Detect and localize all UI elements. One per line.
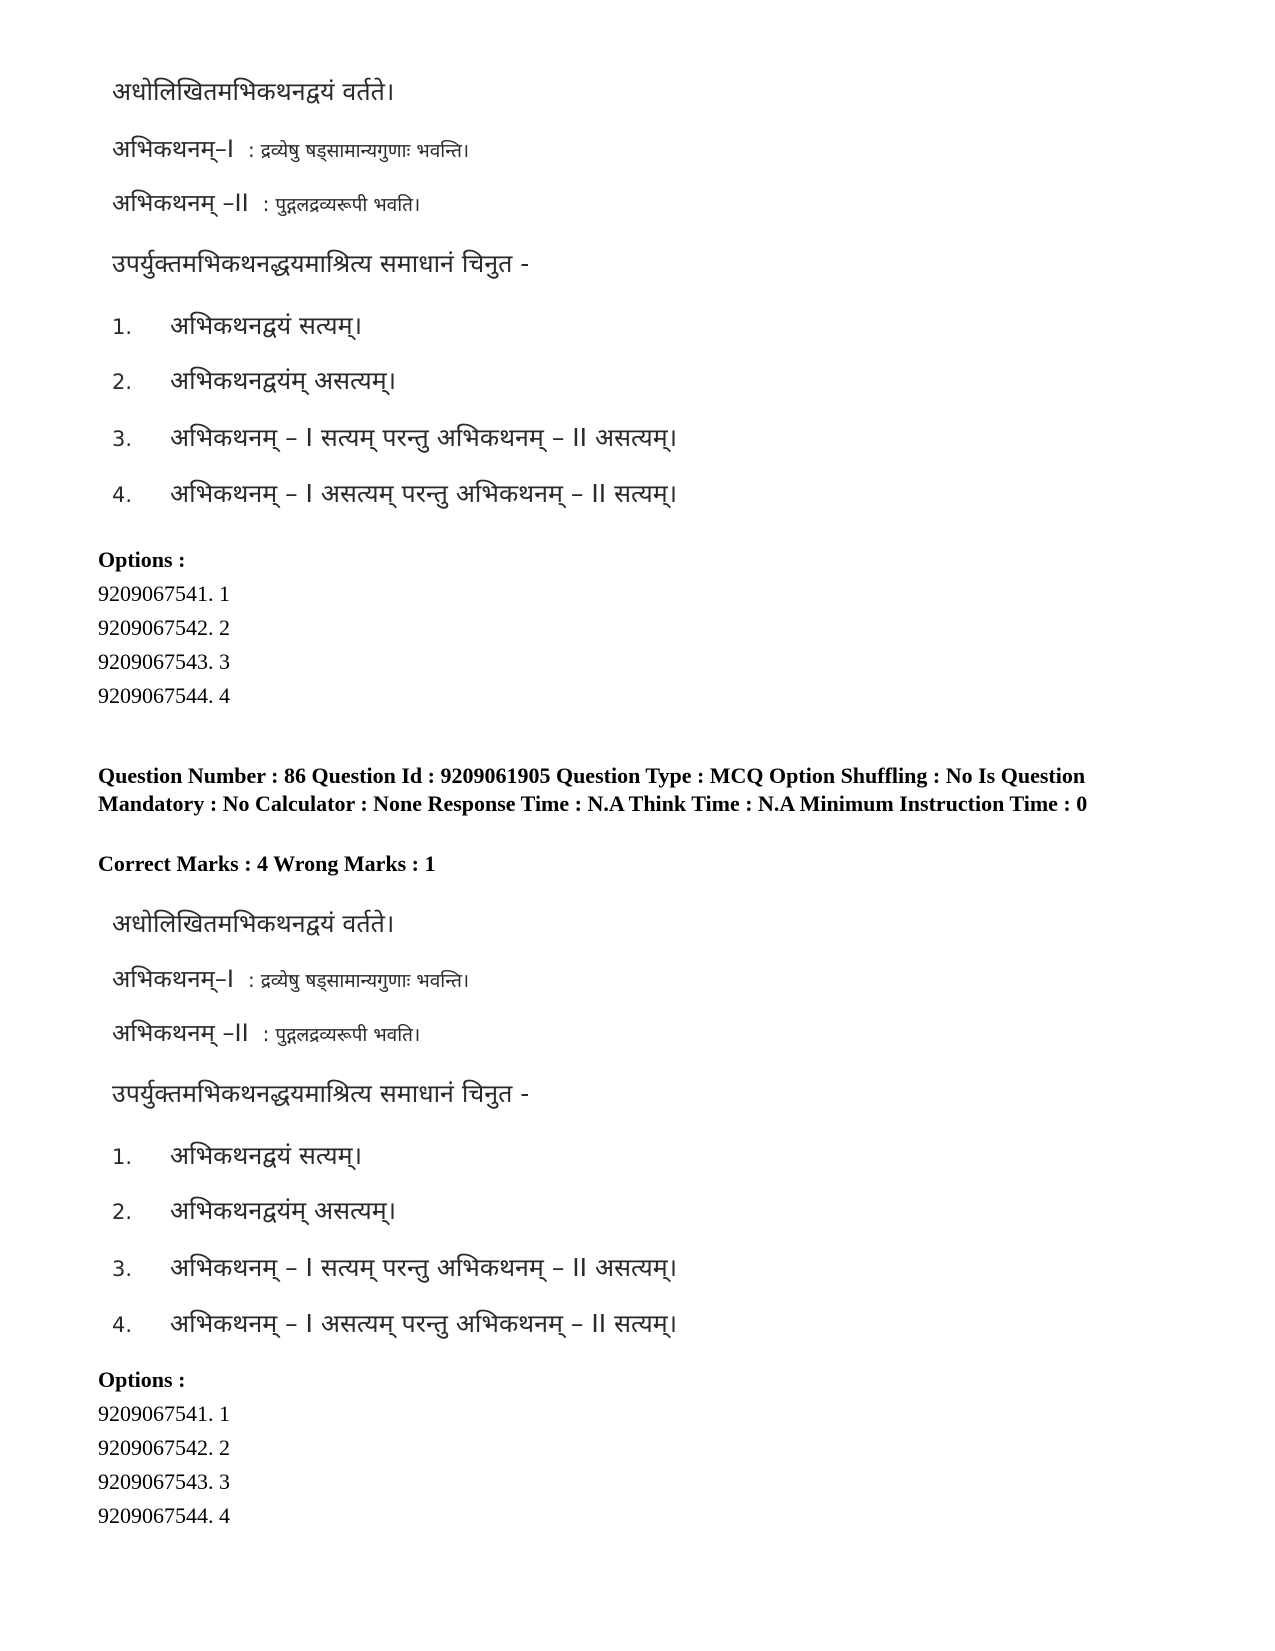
statement-2-sep: : [262, 192, 270, 216]
instruction-line: उपर्युक्तमभिकथनद्धयमाश्रित्य समाधानं चिनुत - [112, 1079, 530, 1108]
option-item: 9209067543. 3 [98, 649, 230, 674]
option-item: 9209067541. 1 [98, 1401, 230, 1426]
statement-2-label: अभिकथनम् –II [112, 189, 249, 217]
options-heading: Options : [98, 547, 186, 572]
choice-3-num: 3. [112, 427, 133, 451]
option-item: 9209067541. 1 [98, 581, 230, 606]
choice-4-num: 4. [112, 1313, 133, 1337]
choice-1-num: 1. [112, 1145, 133, 1169]
choice-2-text: अभिकथनद्वयंम् असत्यम्। [170, 1196, 397, 1225]
option-item: 9209067544. 4 [98, 683, 230, 708]
choice-3 [112, 420, 677, 454]
statement-2 [112, 186, 420, 219]
statement-1-sep: : [247, 968, 255, 992]
choice-2 [112, 1193, 396, 1227]
choice-3 [112, 1250, 677, 1284]
option-item: 9209067543. 3 [98, 1469, 230, 1494]
intro-line: अधोलिखितमभिकथनद्वयं वर्तते। [112, 77, 395, 106]
option-item: 9209067542. 2 [98, 1435, 230, 1460]
question-image-bottom [98, 820, 778, 1360]
statement-2-text: पुद्गलद्रव्यरूपी भवति। [275, 1024, 421, 1046]
option-item: 9209067542. 2 [98, 615, 230, 640]
choice-1-num: 1. [112, 315, 133, 339]
choice-4-text: अभिकथनम् – I असत्यम् परन्तु अभिकथनम् – II सत्यम्। [170, 1309, 678, 1338]
statement-1-sep: : [247, 138, 255, 162]
choice-4 [112, 476, 677, 510]
question-header: Question Number : 86 Question Id : 9209061905 Question Type : MCQ Option Shuffling : No Is Question Mandatory : No Calculator : None Response Time : N.A Think Time : N.A Minimum Instruction Time : 0 [98, 763, 1088, 816]
choice-2-num: 2. [112, 1200, 133, 1224]
option-item: 9209067544. 4 [98, 1503, 230, 1528]
statement-2-label: अभिकथनम् –II [112, 1019, 249, 1047]
choice-4-text: अभिकथनम् – I असत्यम् परन्तु अभिकथनम् – II सत्यम्। [170, 479, 678, 508]
choice-4-num: 4. [112, 483, 133, 507]
choice-3-text: अभिकथनम् – I सत्यम् परन्तु अभिकथनम् – II असत्यम्। [170, 1253, 678, 1282]
choice-2 [112, 363, 396, 397]
statement-1-text: द्रव्येषु षड्सामान्यगुणाः भवन्ति। [260, 140, 470, 162]
statement-1 [112, 132, 469, 165]
marks-line: Correct Marks : 4 Wrong Marks : 1 [98, 851, 436, 876]
statement-1-text: द्रव्येषु षड्सामान्यगुणाः भवन्ति। [260, 970, 470, 992]
choice-1-text: अभिकथनद्वयं सत्यम्। [170, 1141, 363, 1170]
choice-3-num: 3. [112, 1257, 133, 1281]
statement-2 [112, 1016, 420, 1049]
statement-2-text: पुद्गलद्रव्यरूपी भवति। [275, 194, 421, 216]
choice-2-num: 2. [112, 370, 133, 394]
statement-1 [112, 962, 469, 995]
statement-2-sep: : [262, 1022, 270, 1046]
instruction-line: उपर्युक्तमभिकथनद्धयमाश्रित्य समाधानं चिनुत - [112, 249, 530, 278]
intro-line: अधोलिखितमभिकथनद्वयं वर्तते। [112, 909, 395, 938]
choice-1 [112, 1138, 362, 1172]
choice-1-text: अभिकथनद्वयं सत्यम्। [170, 311, 363, 340]
options-heading: Options : [98, 1367, 186, 1392]
choice-1 [112, 308, 362, 342]
choice-2-text: अभिकथनद्वयंम् असत्यम्। [170, 366, 397, 395]
question-image-top [98, 0, 778, 540]
statement-1-label: अभिकथनम्–I [112, 135, 234, 163]
statement-1-label: अभिकथनम्–I [112, 965, 234, 993]
choice-3-text: अभिकथनम् – I सत्यम् परन्तु अभिकथनम् – II असत्यम्। [170, 423, 678, 452]
choice-4 [112, 1306, 677, 1340]
